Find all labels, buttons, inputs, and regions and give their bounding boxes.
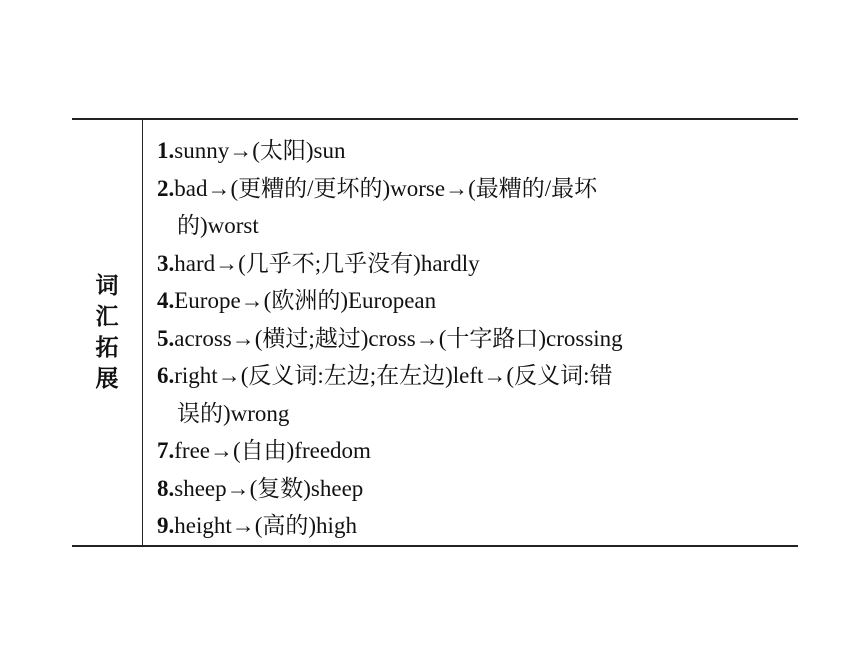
vocabulary-table <box>72 118 798 547</box>
list-item-continuation: 误的)wrong <box>177 400 290 426</box>
list-item: 2.bad→(更糟的/更坏的)worse→(最糟的/最坏 <box>157 175 598 201</box>
list-item: 9.height→(高的)high <box>157 513 357 538</box>
list-item: 1.sunny→(太阳)sun <box>157 138 346 163</box>
list-item: 7.free→(自由)freedom <box>157 438 371 463</box>
section-label-cell <box>72 120 143 545</box>
section-label: 词汇拓展 <box>95 272 119 392</box>
vocabulary-list <box>143 120 798 545</box>
list-item: 4.Europe→(欧洲的)European <box>157 288 437 313</box>
list-item: 6.right→(反义词:左边;在左边)left→(反义词:错 <box>157 363 613 388</box>
list-item: 8.sheep→(复数)sheep <box>157 475 364 501</box>
list-item: 3.hard→(几乎不;几乎没有)hardly <box>157 250 480 276</box>
list-item-continuation: 的)worst <box>177 213 259 238</box>
list-item: 5.across→(横过;越过)cross→(十字路口)crossing <box>157 325 623 351</box>
